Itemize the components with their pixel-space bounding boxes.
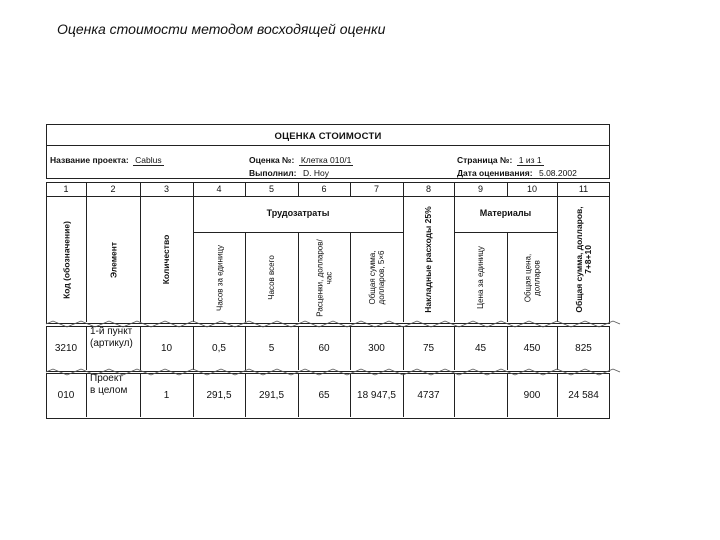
labor-group-label: Трудозатраты	[266, 208, 330, 218]
column-header-2: Элемент	[107, 241, 118, 278]
row-1-element-cell	[86, 326, 140, 370]
column-divider-1	[86, 182, 87, 322]
column-number-3: 3	[163, 184, 169, 194]
column-number-5: 5	[268, 184, 274, 194]
performed-label: Выполнил:	[249, 168, 297, 178]
row-2-code: 010	[57, 389, 75, 401]
column-number-4: 4	[216, 184, 222, 194]
row-1-material-total: 450	[523, 342, 541, 354]
column-header-4: Часов за единицу	[214, 244, 224, 311]
materials-group-rule	[454, 232, 557, 233]
row-2-material-total: 900	[523, 389, 541, 401]
cost-estimate-form	[46, 124, 610, 418]
column-divider-6	[350, 232, 351, 322]
row-1-qty: 10	[160, 342, 173, 354]
column-number-6: 6	[321, 184, 327, 194]
date-field	[457, 163, 579, 181]
date-value: 5.08.2002	[538, 168, 577, 178]
column-header-8: Накладные расходы 25%	[423, 206, 433, 313]
column-header-9: Цена за единицу	[476, 246, 485, 309]
row-1-rate: 60	[318, 342, 330, 354]
row-2-overhead: 4737	[417, 389, 440, 401]
estimate-value: Клетка 010/1	[300, 155, 352, 165]
row-2-hours-unit: 291,5	[206, 389, 232, 401]
column-header-10: Общая цена, долларов	[523, 253, 541, 302]
row-2-labor-total: 18 947,5	[357, 389, 396, 401]
page-label: Страница №:	[457, 155, 513, 165]
row-2-hours-total: 291,5	[258, 389, 285, 401]
page-value: 1 из 1	[518, 155, 542, 165]
column-divider-3	[193, 182, 194, 322]
project-label: Название проекта:	[50, 155, 129, 165]
form-title: ОЦЕНКА СТОИМОСТИ	[274, 131, 382, 142]
row-2-element-line-1: Проект	[90, 373, 123, 384]
column-number-7: 7	[373, 184, 379, 194]
row-2-element-line-2: в целом	[90, 385, 128, 396]
tear-mark-bottom	[46, 368, 610, 376]
column-divider-9	[507, 232, 508, 322]
column-number-rule	[46, 196, 610, 197]
row-1-overhead: 75	[422, 342, 435, 354]
column-header-11: Общая сумма, долларов, 7+8+10	[573, 206, 593, 313]
date-label: Дата оценивания:	[457, 168, 533, 178]
row-1-hours-unit: 0,5	[212, 342, 226, 354]
column-divider-5	[298, 232, 299, 322]
column-divider-7	[403, 182, 404, 322]
column-divider-2	[140, 182, 141, 322]
row-2-qty: 1	[163, 389, 170, 401]
column-divider-10	[557, 182, 558, 322]
row-1-element-line-1: 1-й пункт	[90, 326, 133, 337]
column-divider-8	[454, 182, 455, 322]
column-header-7: Общая сумма, долларов, 5×6	[367, 250, 386, 305]
column-header-3: Количество	[161, 234, 171, 285]
row-2-rate: 65	[318, 389, 330, 401]
project-value: Cablus	[135, 155, 162, 165]
column-number-1: 1	[63, 184, 69, 194]
slide-title: Оценка стоимости методом восходящей оценки	[57, 21, 386, 37]
row-1-element-line-2: (артикул)	[90, 338, 133, 349]
performed-field	[249, 163, 331, 181]
column-header-1: Код (обозначение)	[60, 220, 71, 299]
column-divider-4	[245, 232, 246, 322]
performed-value: D. Hoy	[302, 168, 329, 178]
column-number-2: 2	[110, 184, 116, 194]
row-1-grand-total: 825	[575, 342, 592, 354]
column-number-8: 8	[425, 184, 431, 194]
materials-group-label: Материалы	[479, 208, 532, 218]
column-number-11: 11	[578, 184, 589, 194]
row-1-labor-total: 300	[368, 342, 385, 354]
column-header-5: Часов всего	[267, 255, 276, 300]
row-2-unit-price	[454, 373, 507, 417]
estimate-label: Оценка №:	[249, 155, 295, 165]
row-1-unit-price: 45	[474, 342, 487, 354]
column-number-9: 9	[477, 184, 483, 194]
row-2-grand-total: 24 584	[568, 389, 599, 401]
column-header-6: Расценки, долларов/ час	[315, 238, 333, 317]
project-field	[50, 150, 164, 168]
column-number-10: 10	[526, 184, 537, 194]
tear-mark-top	[46, 320, 610, 328]
row-2-element-cell	[86, 373, 140, 417]
form-title-rule	[46, 145, 610, 146]
row-1-code: 3210	[54, 342, 78, 354]
row-1-hours-total: 5	[268, 342, 275, 354]
